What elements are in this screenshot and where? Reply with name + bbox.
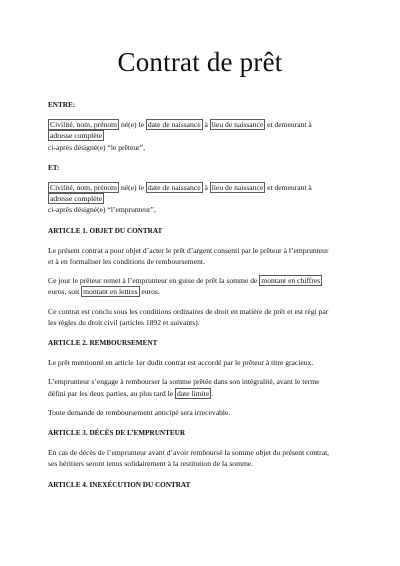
lender-birthdate-field[interactable]: date de naissance [147,120,201,130]
lender-address-field[interactable]: adresse complète [50,131,103,141]
article-2-heading: ARTICLE 2. REMBOURSEMENT [48,339,158,348]
borrower-birthplace-field[interactable]: lieu de naissance [211,183,264,193]
article-4-heading: ARTICLE 4. INEXÉCUTION DU CONTRAT [48,480,191,489]
article-2-paragraph-3: Toute demande de remboursement anticipé sera irrecevable. [48,407,231,417]
lender-designation: ci-après désigné(e) “le prêteur”, [48,142,145,152]
lender-block: Civilité, nom, prénom né(e) le date de naissance à lieu de naissance et demeurant à adresse complète ci-après désigné(e) “le prêteur”, [48,119,352,153]
deadline-date-field[interactable]: date limite [176,388,210,398]
borrower-designation: ci-après désigné(e) “l’emprunteur”, [48,205,156,215]
article-3-paragraph-1: En cas de décès de l’emprunteur avant d’avoir remboursé la somme objet du présent contrat, ses héritiers seront tenus solidairement à la restitution de la somme. [48,448,330,469]
article-3-heading: ARTICLE 3. DÉCÈS DE L’EMPRUNTEUR [48,429,186,438]
entre-label: ENTRE: [48,101,76,109]
article-1-paragraph-1: Le présent contrat a pour objet d’acter le prêt d’argent consenti par le prêteur à l’emprunteur et à en formaliser les conditions de remboursement. [48,245,329,267]
borrower-name-field[interactable]: Civilité, nom, prénom [50,183,118,193]
lender-name-field[interactable]: Civilité, nom, prénom [50,120,118,130]
borrower-block: Civilité, nom, prénom né(e) le date de naissance à lieu de naissance et demeurant à adresse complète ci-après désigné(e) “l’emprunteur”, [48,182,352,216]
amount-words-field[interactable]: montant en lettres [83,287,138,297]
article-1-heading: ARTICLE 1. OBJET DU CONTRAT [48,226,163,235]
borrower-birthdate-field[interactable]: date de naissance [147,183,201,193]
article-2-paragraph-1: Le prêt mentionné en article 1er dudit contrat est accordé par le prêteur à titre gracieux. [48,358,314,368]
document-body [48,100,352,491]
article-2-paragraph-2: L’emprunteur s’engage à rembourser la somme prêtée dans son intégralité, avant le terme défini par les deux parties, au plus tard le date limite . [48,377,320,398]
et-label: ET: [48,163,60,172]
document-title: Contrat de prêt [117,47,283,77]
article-1-paragraph-3: Ce contrat est conclu sous les conditions ordinaires de droit en matière de prêt et est régi par les règles du droit civil (articles 1892 et suivants). [48,306,329,327]
amount-figures-field[interactable]: montant en chiffres [261,276,321,286]
borrower-address-field[interactable]: adresse complète [50,194,103,204]
article-1-paragraph-2: Ce jour le prêteur remet à l’emprunteur en guise de prêt la somme de montant en chiffres euros, soit montant en lettres euros. [48,276,321,297]
lender-birthplace-field[interactable]: lieu de naissance [211,120,264,130]
